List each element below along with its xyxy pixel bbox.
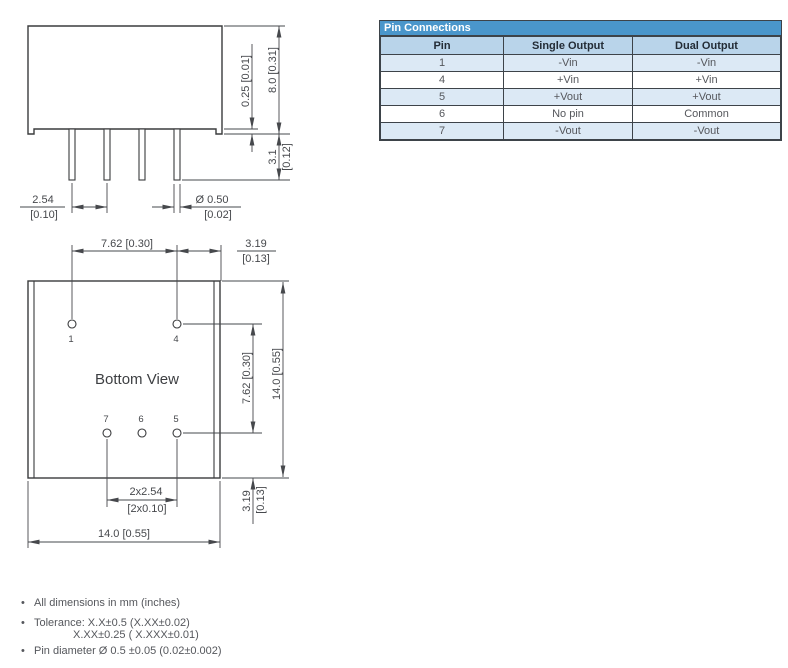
dim-bottom-edge-mm: 3.19: [241, 490, 253, 512]
note-text: All dimensions in mm (inches): [34, 597, 181, 609]
dim-bottom-edge-in: [0.13]: [255, 486, 267, 514]
table-title: Pin Connections: [380, 21, 781, 36]
note-tolerance: [21, 617, 341, 629]
note-dimensions: [21, 597, 341, 609]
dim-bottom-pitch-mm: 2x2.54: [129, 486, 163, 498]
dim-pin-length-in: [0.12]: [281, 143, 293, 171]
note-text: Pin diameter Ø 0.5 ±0.05 (0.02±0.002): [34, 645, 222, 657]
dim-pin-pitch-in: [0.10]: [30, 209, 58, 221]
cell-pin: 6: [381, 106, 504, 123]
note-text: Tolerance: X.X±0.5 (X.XX±0.02): [34, 617, 190, 629]
column-header-dual-output: Dual Output: [633, 37, 781, 55]
cell-pin: 5: [381, 89, 504, 106]
cell-single: +Vin: [504, 72, 633, 89]
dim-pin-dia-in: [0.02]: [204, 209, 232, 221]
dim-right-total: 14.0 [0.55]: [271, 348, 283, 400]
pin-label-1: 1: [68, 334, 74, 345]
note-pin-diameter: [21, 645, 341, 657]
cell-pin: 4: [381, 72, 504, 89]
cell-dual: -Vin: [633, 55, 781, 72]
dim-standoff: 0.25 [0.01]: [240, 55, 252, 107]
pin-connections-table: [379, 20, 782, 141]
technical-drawing: [0, 0, 320, 560]
pin-hole-7: [103, 429, 111, 437]
dim-pin-length-mm: 3.1: [267, 149, 279, 165]
bullet-icon: •: [21, 597, 25, 609]
bottom-view-title: Bottom View: [95, 371, 179, 388]
table-row: [381, 106, 781, 123]
bullet-icon: •: [21, 645, 25, 657]
cell-single: -Vout: [504, 123, 633, 140]
side-view: [28, 26, 222, 180]
pin-label-7: 7: [103, 414, 109, 425]
side-pin-3: [139, 129, 145, 180]
dim-top-edge-in: [0.13]: [242, 253, 270, 265]
dim-bottom-pitch-in: [2x0.10]: [127, 503, 167, 515]
side-pin-1: [69, 129, 75, 180]
pin-hole-1: [68, 320, 76, 328]
table-row: [381, 55, 781, 72]
pin-hole-4: [173, 320, 181, 328]
table-row: [381, 123, 781, 140]
table-row: [381, 89, 781, 106]
column-header-pin: Pin: [381, 37, 504, 55]
dim-body-height: 8.0 [0.31]: [267, 47, 279, 93]
cell-dual: +Vout: [633, 89, 781, 106]
dim-top-span: 7.62 [0.30]: [101, 238, 153, 250]
pin-label-5: 5: [173, 414, 179, 425]
cell-dual: Common: [633, 106, 781, 123]
side-pin-2: [104, 129, 110, 180]
cell-single: +Vout: [504, 89, 633, 106]
dim-bottom-total: 14.0 [0.55]: [98, 528, 150, 540]
dim-right-span: 7.62 [0.30]: [241, 352, 253, 404]
side-pin-4: [174, 129, 180, 180]
cell-single: No pin: [504, 106, 633, 123]
pin-hole-6: [138, 429, 146, 437]
notes-list: [21, 597, 341, 657]
cell-dual: +Vin: [633, 72, 781, 89]
dim-top-edge-mm: 3.19: [245, 238, 267, 250]
cell-pin: 1: [381, 55, 504, 72]
pin-hole-5: [173, 429, 181, 437]
cell-pin: 7: [381, 123, 504, 140]
pin-label-6: 6: [138, 414, 144, 425]
table-row: [381, 72, 781, 89]
pin-label-4: 4: [173, 334, 179, 345]
dim-pin-pitch-mm: 2.54: [32, 194, 54, 206]
table-header-row: [381, 37, 781, 55]
component-body: [28, 26, 222, 134]
column-header-single-output: Single Output: [504, 37, 633, 55]
cell-single: -Vin: [504, 55, 633, 72]
note-text: X.XX±0.25 ( X.XXX±0.01): [73, 629, 199, 641]
note-tolerance-cont: [73, 629, 341, 641]
cell-dual: -Vout: [633, 123, 781, 140]
dim-pin-dia-mm: Ø 0.50: [195, 194, 229, 206]
bullet-icon: •: [21, 617, 25, 629]
